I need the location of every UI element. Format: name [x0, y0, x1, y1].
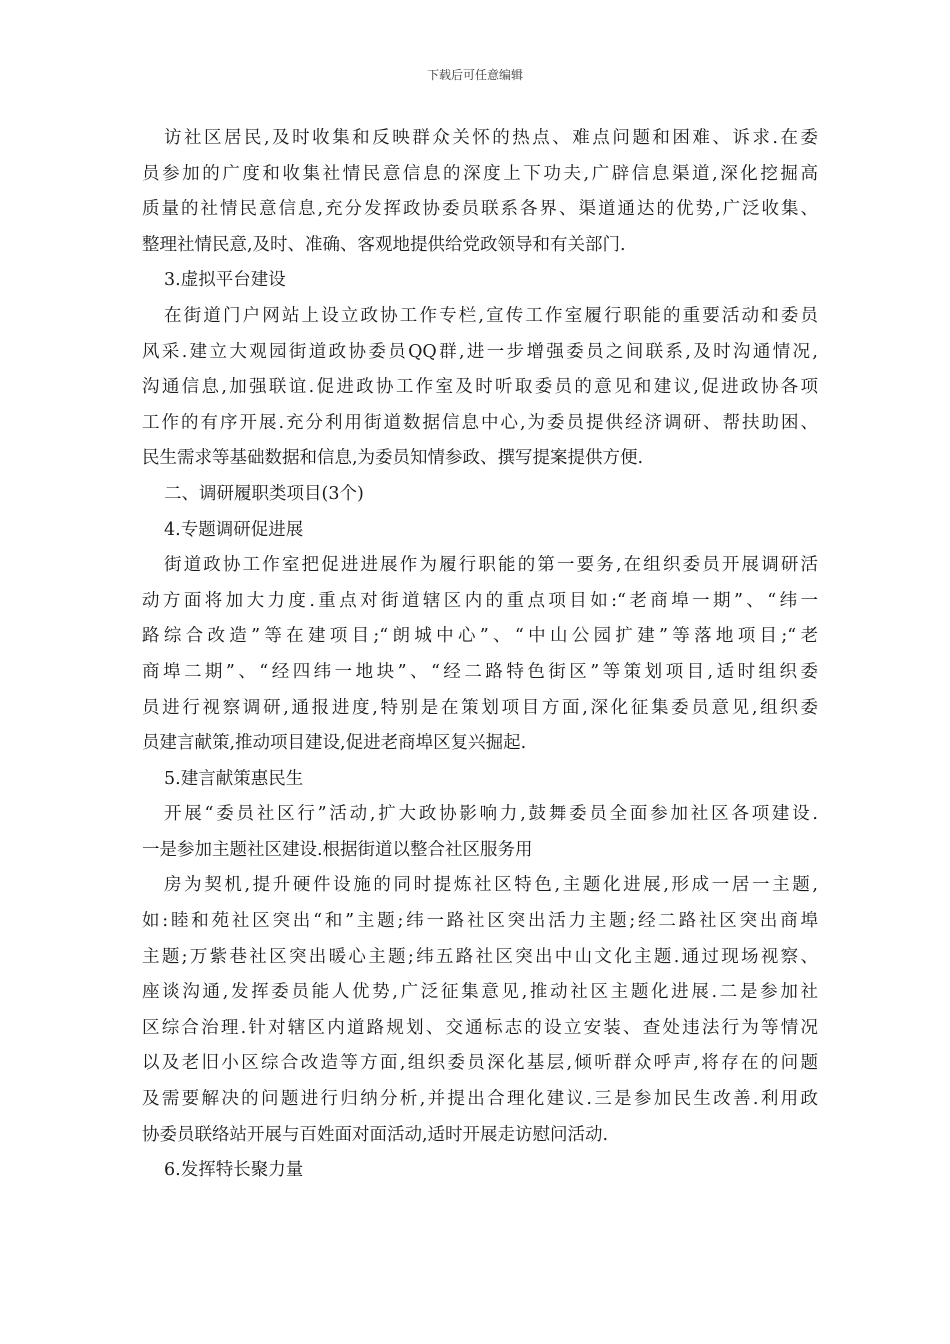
section-heading: 3.虚拟平台建设	[164, 270, 286, 291]
paragraph-line: 及需要解决的问题进行归纳分析,并提出合理化建议.三是参加民生改善.利用政	[142, 1089, 818, 1110]
paragraph-line: 主题;万紫巷社区突出暖心主题;纬五路社区突出中山文化主题.通过现场视察、	[142, 946, 818, 967]
paragraph-line: 房为契机,提升硬件设施的同时提炼社区特色,主题化进展,形成一居一主题,	[164, 875, 818, 896]
paragraph-line: 访社区居民,及时收集和反映群众关怀的热点、难点问题和困难、诉求.在委	[164, 128, 818, 148]
paragraph-line: 协委员联络站开展与百姓面对面活动,适时开展走访慰问活动.	[142, 1124, 609, 1145]
paragraph-line: 以及老旧小区综合改造等方面,组织委员深化基层,倾听群众呼声,将存在的问题	[142, 1053, 818, 1074]
section-heading: 6.发挥特长聚力量	[164, 1160, 304, 1181]
paragraph-line: 整理社情民意,及时、准确、客观地提供给党政领导和有关部门.	[142, 234, 626, 255]
paragraph-line: 商埠二期”、“经四纬一地块”、“经二路特色街区”等策划项目,适时组织委	[142, 661, 818, 682]
paragraph-line: 工作的有序开展.充分利用街道数据信息中心,为委员提供经济调研、帮扶助困、	[142, 412, 818, 433]
paragraph-line: 动方面将加大力度.重点对街道辖区内的重点项目如:“老商埠一期”、“纬一	[142, 590, 818, 611]
section-heading: 二、调研履职类项目(3个)	[164, 483, 364, 504]
paragraph-line: 沟通信息,加强联谊.促进政协工作室及时听取委员的意见和建议,促进政协各项	[142, 377, 818, 398]
paragraph-line: 开展“委员社区行”活动,扩大政协影响力,鼓舞委员全面参加社区各项建设.	[164, 804, 818, 825]
paragraph-line: 座谈沟通,发挥委员能人优势,广泛征集意见,推动社区主题化进展.二是参加社	[142, 982, 818, 1003]
section-heading: 5.建言献策惠民生	[164, 768, 304, 789]
paragraph-line: 员进行视察调研,通报进度,特别是在策划项目方面,深化征集委员意见,组织委	[142, 697, 818, 718]
section-heading: 4.专题调研促进展	[164, 519, 304, 540]
paragraph-line: 路综合改造”等在建项目;“朗城中心”、“中山公园扩建”等落地项目;“老	[142, 626, 818, 647]
document-body	[142, 121, 818, 1189]
paragraph-line: 一是参加主题社区建设.根据街道以整合社区服务用	[142, 839, 533, 860]
paragraph-line: 街道政协工作室把促进进展作为履行职能的第一要务,在组织委员开展调研活	[164, 555, 818, 576]
paragraph-line: 民生需求等基础数据和信息,为委员知情参政、撰写提案提供方便.	[142, 448, 644, 469]
paragraph-line: 如:睦和苑社区突出“和”主题;纬一路社区突出活力主题;经二路社区突出商埠	[142, 911, 818, 932]
paragraph-line: 质量的社情民意信息,充分发挥政协委员联系各界、渠道通达的优势,广泛收集、	[142, 199, 818, 220]
paragraph-line: 员建言献策,推动项目建设,促进老商埠区复兴掘起.	[142, 733, 527, 754]
paragraph-line: 风采.建立大观园街道政协委员QQ群,进一步增强委员之间联系,及时沟通情况,	[142, 341, 818, 362]
paragraph-line: 在街道门户网站上设立政协工作专栏,宣传工作室履行职能的重要活动和委员	[164, 305, 818, 326]
page-header: 下载后可任意编辑	[426, 68, 523, 82]
paragraph-line: 区综合治理.针对辖区内道路规划、交通标志的设立安装、查处违法行为等情况	[142, 1017, 818, 1038]
paragraph-line: 员参加的广度和收集社情民意信息的深度上下功夫,广辟信息渠道,深化挖掘高	[142, 163, 818, 184]
